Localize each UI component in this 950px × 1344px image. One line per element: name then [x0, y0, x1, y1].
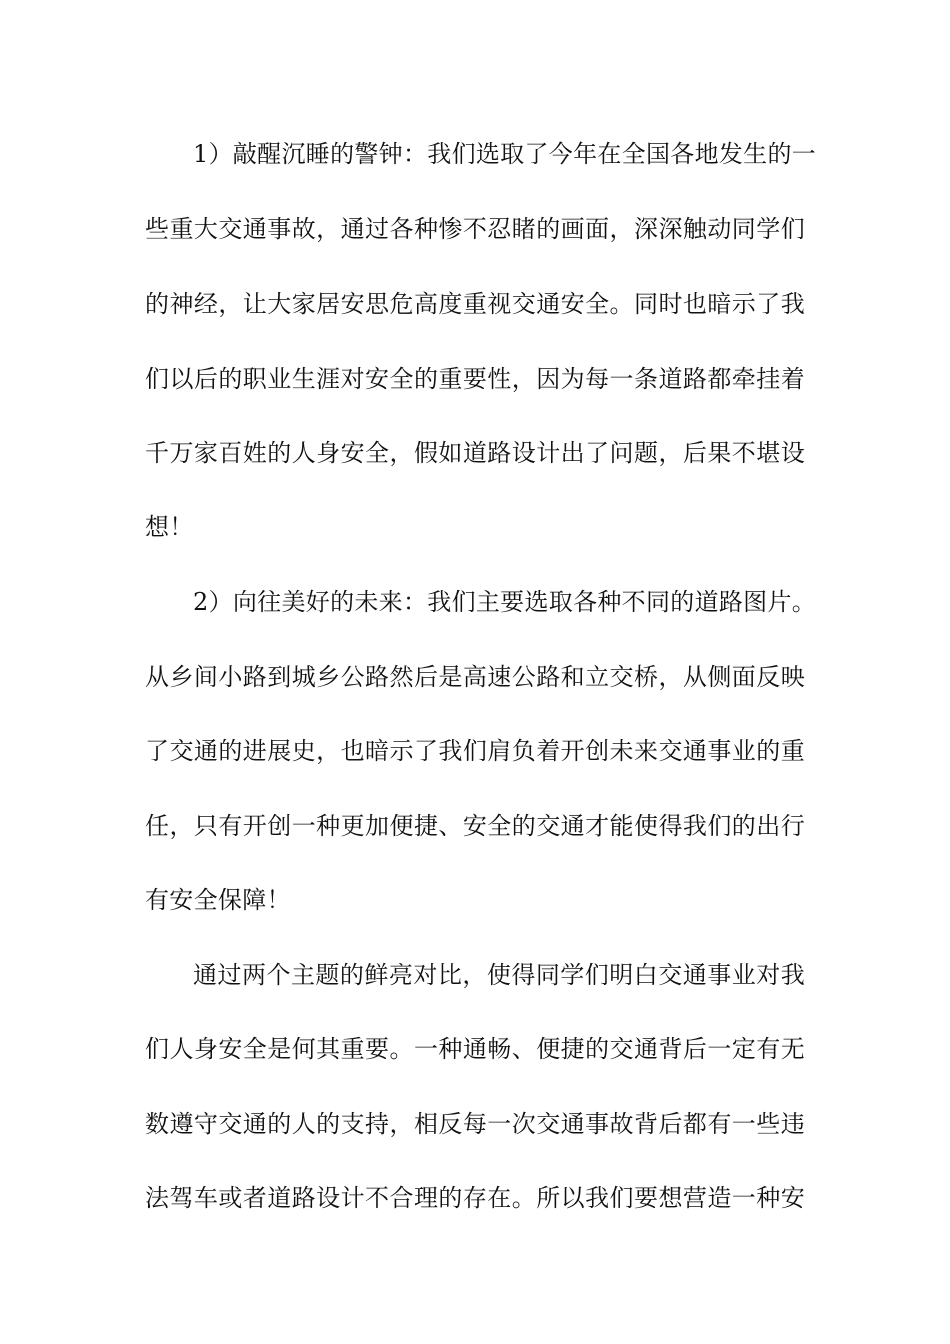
- paragraph-2-line-2: 从乡间小路到城乡公路然后是高速公路和立交桥，从侧面反映: [145, 663, 805, 691]
- paragraph-3-line-3: 数遵守交通的人的支持，相反每一次交通事故背后都有一些违: [145, 1110, 805, 1138]
- paragraph-2-line-1: 2）向往美好的未来：我们主要选取各种不同的道路图片。: [193, 588, 817, 616]
- paragraph-2-line-3: 了交通的进展史，也暗示了我们肩负着开创未来交通事业的重: [145, 737, 805, 765]
- paragraph-3-line-2: 们人身安全是何其重要。一种通畅、便捷的交通背后一定有无: [145, 1035, 805, 1063]
- paragraph-1-line-2: 些重大交通事故，通过各种惨不忍睹的画面，深深触动同学们: [145, 215, 805, 243]
- paragraph-1-line-4: 们以后的职业生涯对安全的重要性，因为每一条道路都牵挂着: [145, 365, 805, 393]
- paragraph-2-line-5: 有安全保障！: [145, 886, 291, 914]
- paragraph-1-line-5: 千万家百姓的人身安全，假如道路设计出了问题，后果不堪设: [145, 439, 805, 467]
- paragraph-1-line-3: 的神经，让大家居安思危高度重视交通安全。同时也暗示了我: [145, 290, 805, 318]
- paragraph-2-line-4: 任，只有开创一种更加便捷、安全的交通才能使得我们的出行: [145, 812, 805, 840]
- paragraph-1-line-6: 想！: [145, 513, 194, 541]
- paragraph-1-line-1: 1）敲醒沉睡的警钟：我们选取了今年在全国各地发生的一: [193, 140, 817, 168]
- paragraph-3-line-4: 法驾车或者道路设计不合理的存在。所以我们要想营造一种安: [145, 1184, 805, 1212]
- paragraph-3-line-1: 通过两个主题的鲜亮对比，使得同学们明白交通事业对我: [193, 961, 805, 989]
